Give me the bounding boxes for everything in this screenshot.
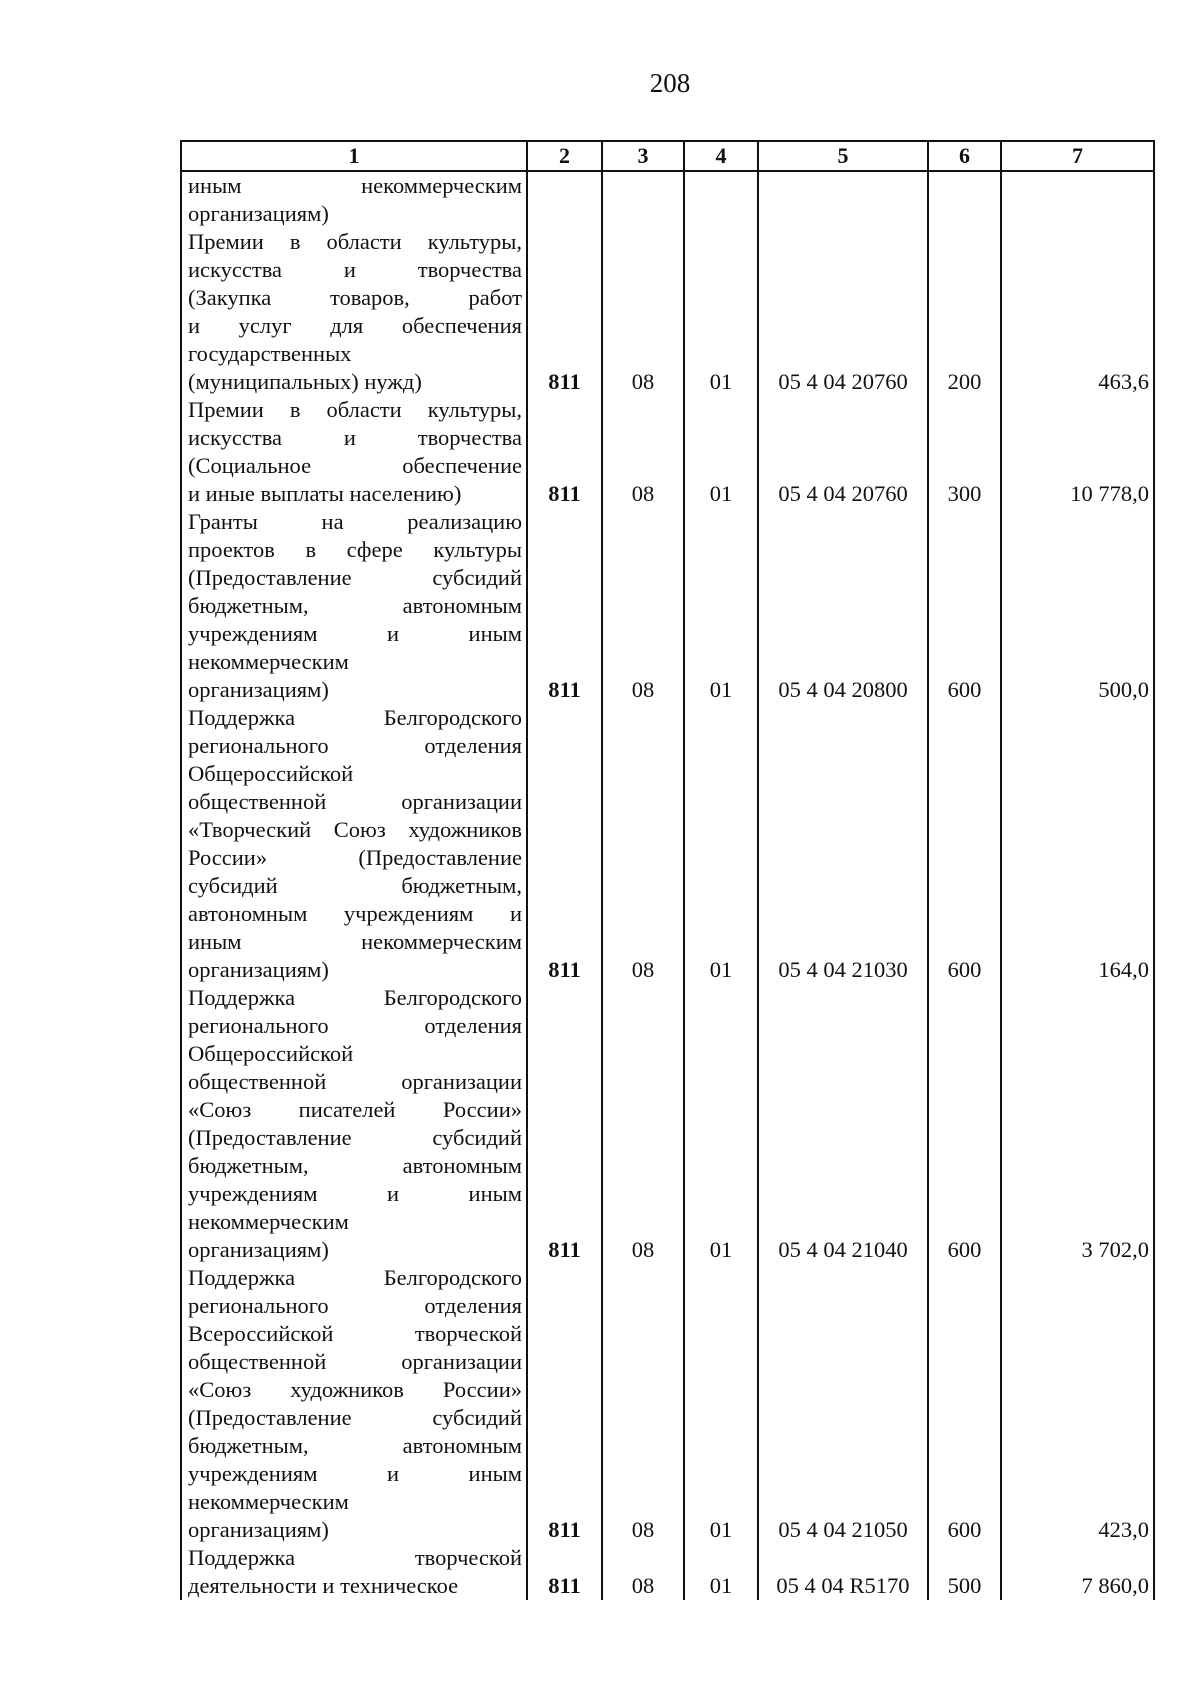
description-line: (Предоставление субсидий [188,565,522,590]
cell-amount: 7 860,0 [1001,1544,1154,1600]
description-line: иным некоммерческим [188,173,522,198]
description-line: государственных [188,341,352,366]
col-header-3: 3 [602,141,684,171]
cell-target-article-code: 05 4 04 20800 [758,508,928,704]
description-line: общественной организации [188,789,522,814]
description-line: общественной организации [188,1349,522,1374]
cell-amount: 164,0 [1001,704,1154,984]
row-description [181,508,527,704]
description-line: регионального отделения [188,733,522,758]
cell-ministry-code: 811 [527,704,602,984]
col-header-4: 4 [684,141,758,171]
cell-ministry-code: 811 [527,1544,602,1600]
budget-table [180,140,1155,1600]
description-line: организациям) [188,1517,329,1542]
col-header-1: 1 [181,141,527,171]
cell-section-code [602,171,684,228]
cell-amount: 10 778,0 [1001,396,1154,508]
description-line: некоммерческим [188,1489,349,1514]
cell-amount: 423,0 [1001,1264,1154,1544]
cell-target-article-code: 05 4 04 21040 [758,984,928,1264]
description-line: искусства и творчества [188,425,522,450]
cell-ministry-code: 811 [527,1264,602,1544]
description-line: общественной организации [188,1069,522,1094]
table-row [181,508,1154,704]
description-line: Поддержка Белгородского [188,985,522,1010]
description-line: регионального отделения [188,1293,522,1318]
description-line: деятельности и техническое [188,1573,459,1598]
description-line: некоммерческим [188,1209,349,1234]
cell-amount: 500,0 [1001,508,1154,704]
cell-section-code: 08 [602,984,684,1264]
description-line: Поддержка Белгородского [188,1265,522,1290]
description-line: Гранты на реализацию [188,509,522,534]
cell-subsection-code: 01 [684,228,758,396]
cell-ministry-code: 811 [527,228,602,396]
description-line: Всероссийской творческой [188,1321,522,1346]
table-row [181,1264,1154,1544]
description-line: бюджетным, автономным [188,1433,522,1458]
description-line: (Предоставление субсидий [188,1405,522,1430]
description-line: Поддержка творческой [188,1545,522,1570]
cell-target-article-code: 05 4 04 R5170 [758,1544,928,1600]
row-description [181,228,527,396]
cell-subsection-code [684,171,758,228]
description-line: и иные выплаты населению) [188,481,462,506]
description-line: учреждениям и иным [188,1461,522,1486]
cell-subsection-code: 01 [684,1544,758,1600]
description-line: Общероссийской [188,1041,354,1066]
row-description [181,1544,527,1600]
table-body [181,171,1154,1600]
cell-ministry-code: 811 [527,508,602,704]
cell-expense-type-code: 500 [928,1544,1001,1600]
header-row [181,141,1154,171]
cell-expense-type-code: 600 [928,508,1001,704]
cell-ministry-code [527,171,602,228]
page-number: 208 [649,68,691,98]
description-line: «Творческий Союз художников [188,817,522,842]
row-description [181,396,527,508]
description-line: организациям) [188,1237,329,1262]
description-line: Премии в области культуры, [188,229,522,254]
description-line: (Предоставление субсидий [188,1125,522,1150]
description-line: субсидий бюджетным, [188,873,522,898]
cell-expense-type-code [928,171,1001,228]
cell-section-code: 08 [602,228,684,396]
description-line: (муниципальных) нужд) [188,369,422,394]
cell-expense-type-code: 300 [928,396,1001,508]
cell-target-article-code: 05 4 04 21050 [758,1264,928,1544]
description-line: регионального отделения [188,1013,522,1038]
table-row [181,396,1154,508]
cell-ministry-code: 811 [527,984,602,1264]
col-header-5: 5 [758,141,928,171]
col-header-2: 2 [527,141,602,171]
description-line: организациям) [188,957,329,982]
cell-expense-type-code: 600 [928,1264,1001,1544]
description-line: организациям) [188,201,329,226]
table-row [181,228,1154,396]
cell-subsection-code: 01 [684,508,758,704]
description-line: автономным учреждениям и [188,901,522,926]
description-line: иным некоммерческим [188,929,522,954]
row-description [181,1264,527,1544]
cell-expense-type-code: 600 [928,704,1001,984]
description-line: России» (Предоставление [188,845,522,870]
cell-target-article-code [758,171,928,228]
cell-target-article-code: 05 4 04 20760 [758,396,928,508]
description-line: Премии в области культуры, [188,397,522,422]
row-description [181,984,527,1264]
description-line: бюджетным, автономным [188,1153,522,1178]
table-row [181,1544,1154,1600]
col-header-6: 6 [928,141,1001,171]
description-line: Поддержка Белгородского [188,705,522,730]
cell-expense-type-code: 200 [928,228,1001,396]
table-row [181,984,1154,1264]
description-line: искусства и творчества [188,257,522,282]
description-line: и услуг для обеспечения [188,313,522,338]
description-line: учреждениям и иным [188,621,522,646]
cell-subsection-code: 01 [684,984,758,1264]
cell-section-code: 08 [602,396,684,508]
cell-amount: 3 702,0 [1001,984,1154,1264]
table-row [181,704,1154,984]
col-header-7: 7 [1001,141,1154,171]
description-line: учреждениям и иным [188,1181,522,1206]
description-line: «Союз писателей России» [188,1097,522,1122]
cell-target-article-code: 05 4 04 21030 [758,704,928,984]
cell-amount [1001,171,1154,228]
cell-amount: 463,6 [1001,228,1154,396]
cell-target-article-code: 05 4 04 20760 [758,228,928,396]
description-line: «Союз художников России» [188,1377,522,1402]
cell-section-code: 08 [602,1544,684,1600]
description-line: Общероссийской [188,761,354,786]
row-description [181,171,527,228]
cell-subsection-code: 01 [684,704,758,984]
cell-subsection-code: 01 [684,396,758,508]
description-line: бюджетным, автономным [188,593,522,618]
cell-ministry-code: 811 [527,396,602,508]
table-row [181,171,1154,228]
description-line: некоммерческим [188,649,349,674]
cell-expense-type-code: 600 [928,984,1001,1264]
description-line: (Закупка товаров, работ [188,285,522,310]
cell-section-code: 08 [602,1264,684,1544]
description-line: проектов в сфере культуры [188,537,522,562]
row-description [181,704,527,984]
description-line: организациям) [188,677,329,702]
description-line: (Социальное обеспечение [188,453,522,478]
cell-subsection-code: 01 [684,1264,758,1544]
cell-section-code: 08 [602,704,684,984]
cell-section-code: 08 [602,508,684,704]
